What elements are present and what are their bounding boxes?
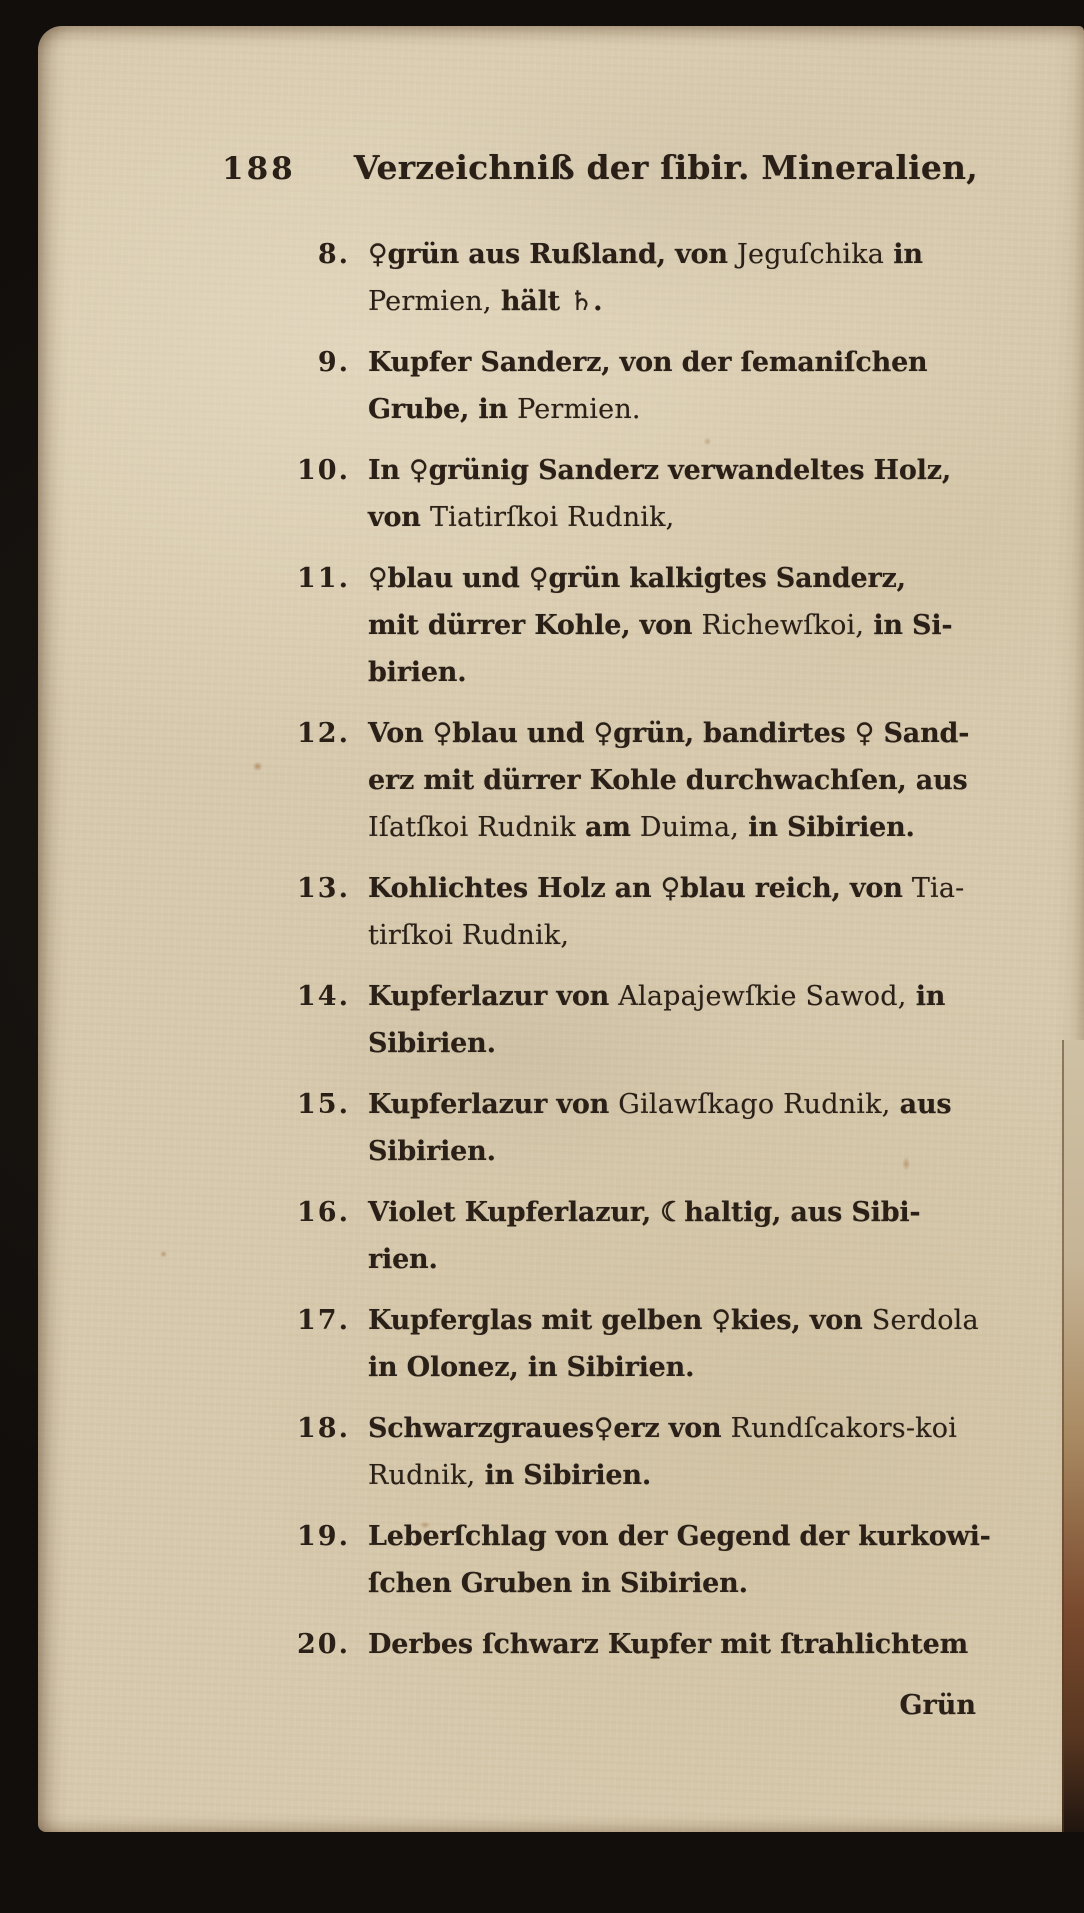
entry-text: [368, 1081, 1010, 1175]
entry-number: 13.: [297, 873, 350, 904]
entry-text: [368, 555, 1010, 696]
entry-text: [368, 1621, 1010, 1668]
entry-number: 10.: [297, 455, 350, 486]
text-line: Kupferlazur von Gilawſkago Rudnik, aus: [368, 1089, 952, 1120]
entry-number: 14.: [297, 981, 350, 1012]
list-item: [290, 231, 1084, 325]
list-item: [290, 865, 1084, 959]
catchword: Grün: [899, 1690, 976, 1721]
text-line: ſchen Gruben in Sibirien.: [368, 1568, 748, 1599]
entry-number: 11.: [297, 563, 350, 594]
text-line: tirſkoi Rudnik,: [368, 920, 570, 951]
list-item: [290, 555, 1084, 696]
list-item: [290, 339, 1084, 433]
list-item: [290, 447, 1084, 541]
entry-text: [368, 339, 1010, 433]
entry-text: [368, 1189, 1010, 1283]
entry-number: 18.: [297, 1413, 350, 1444]
text-line: Schwarzgraues♀erz von Rundſcakors-koi: [368, 1413, 958, 1444]
entry-number: 12.: [297, 718, 350, 749]
entry-text: [368, 231, 1010, 325]
list-item: [290, 1405, 1084, 1499]
entry-text: [368, 447, 1010, 541]
entry-number: 20.: [297, 1629, 350, 1660]
entry-number: 15.: [297, 1089, 350, 1120]
text-line: Kupferglas mit gelben ♀kies, von Serdola: [368, 1305, 979, 1336]
page-number: 188: [222, 151, 296, 187]
entry-text: [368, 1297, 1010, 1391]
text-line: mit dürrer Kohle, von Richewſkoi, in Si-: [368, 610, 953, 641]
text-line: ♀grün aus Rußland, von Jeguſchika in: [368, 239, 923, 270]
text-line: Permien, hält ♄.: [368, 286, 603, 317]
text-line: Kupferlazur von Alapajewſkie Sawod, in: [368, 981, 946, 1012]
text-line: Sibirien.: [368, 1028, 496, 1059]
text-line: erz mit dürrer Kohle durchwachſen, aus: [368, 765, 968, 796]
list-item: [290, 1297, 1084, 1391]
text-line: Derbes ſchwarz Kupfer mit ſtrahlichtem: [368, 1629, 968, 1660]
text-line: Kohlichtes Holz an ♀blau reich, von Tia-: [368, 873, 965, 904]
text-line: von Tiatirſkoi Rudnik,: [368, 502, 675, 533]
text-line: In ♀grünig Sanderz verwandeltes Holz,: [368, 455, 952, 486]
entry-number: 8.: [317, 239, 350, 270]
entry-number: 17.: [297, 1305, 350, 1336]
text-line: birien.: [368, 657, 467, 688]
mineral-list: [38, 231, 1084, 1668]
entry-text: [368, 973, 1010, 1067]
text-line: Von ♀blau und ♀grün, bandirtes ♀ Sand-: [368, 718, 970, 749]
text-line: ♀blau und ♀grün kalkigtes Sanderz,: [368, 563, 906, 594]
text-line: Kupfer Sanderz, von der ſemaniſchen: [368, 347, 928, 378]
list-item: [290, 1189, 1084, 1283]
entry-text: [368, 1513, 1010, 1607]
text-line: Violet Kupferlazur, ☾haltig, aus Sibi-: [368, 1197, 921, 1228]
text-line: in Olonez, in Sibirien.: [368, 1352, 695, 1383]
entry-number: 16.: [297, 1197, 350, 1228]
entry-text: [368, 865, 1010, 959]
text-line: rien.: [368, 1244, 438, 1275]
entry-text: [368, 710, 1010, 851]
list-item: [290, 1081, 1084, 1175]
text-line: Rudnik, in Sibirien.: [368, 1460, 652, 1491]
text-line: Leberſchlag von der Gegend der kurkowi-: [368, 1521, 991, 1552]
entry-text: [368, 1405, 1010, 1499]
page-title: Verzeichniß der ſibir. Mineralien,: [353, 148, 978, 187]
entry-number: 19.: [297, 1521, 350, 1552]
text-line: Sibirien.: [368, 1136, 496, 1167]
list-item: [290, 973, 1084, 1067]
list-item: [290, 1513, 1084, 1607]
book-fore-edge: [1062, 1040, 1084, 1832]
page-header: [38, 26, 1084, 187]
entry-number: 9.: [317, 347, 350, 378]
list-item: [290, 710, 1084, 851]
text-line: Grube, in Permien.: [368, 394, 641, 425]
text-line: Iſatſkoi Rudnik am Duima, in Sibirien.: [368, 812, 915, 843]
list-item: [290, 1621, 1084, 1668]
book-page: [38, 26, 1084, 1832]
